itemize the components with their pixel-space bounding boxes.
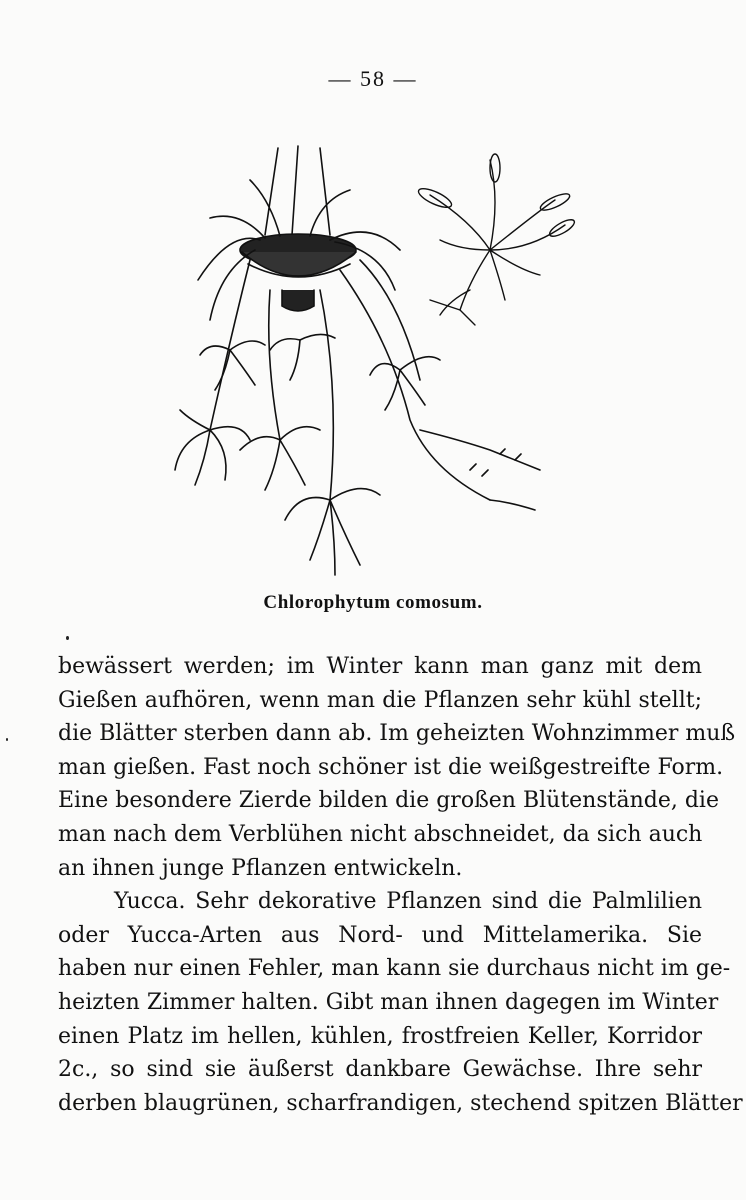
hanging-plant-illustration <box>170 140 580 585</box>
text-line: Eine besondere Zierde bilden die großen Blütenstände, die <box>58 788 719 814</box>
text-line: bewässert werden; im Winter kann man ganz mit dem <box>58 654 702 679</box>
text-line: an ihnen junge Pflanzen entwickeln. <box>58 855 463 881</box>
text-line: oder Yucca-Arten aus Nord- und Mittelamerika. Sie <box>58 922 702 948</box>
page-number: — 58 — <box>328 66 418 91</box>
text-line: haben nur einen Fehler, man kann sie durchaus nicht im ge- <box>58 956 731 982</box>
paragraph <box>58 885 743 1120</box>
paragraph <box>58 650 736 885</box>
text-line: Yucca. Sehr dekorative Pflanzen sind die Palmlilien <box>114 889 702 915</box>
text-line: man nach dem Verblühen nicht abschneidet, da sich auch <box>58 821 703 847</box>
text-line: derben blaugrünen, scharfrandigen, stechend spitzen Blätter <box>58 1090 743 1116</box>
text-line: man gießen. Fast noch schöner ist die weißgestreifte Form. <box>58 754 724 780</box>
print-speck <box>66 636 69 640</box>
text-line: 2c., so sind sie äußerst dankbare Gewächse. Ihre sehr <box>58 1057 702 1083</box>
body-text <box>58 650 743 1120</box>
text-line: die Blätter sterben dann ab. Im geheizten Wohnzimmer muß <box>58 721 736 747</box>
text-line: heizten Zimmer halten. Gibt man ihnen dagegen im Winter <box>58 989 719 1015</box>
text-line: Gießen aufhören, wenn man die Pflanzen sehr kühl stellt; <box>58 687 702 713</box>
print-speck <box>6 738 8 741</box>
text-line: einen Platz im hellen, kühlen, frostfreien Keller, Korridor <box>58 1023 702 1049</box>
figure-caption: Chlorophytum comosum. <box>263 592 483 613</box>
